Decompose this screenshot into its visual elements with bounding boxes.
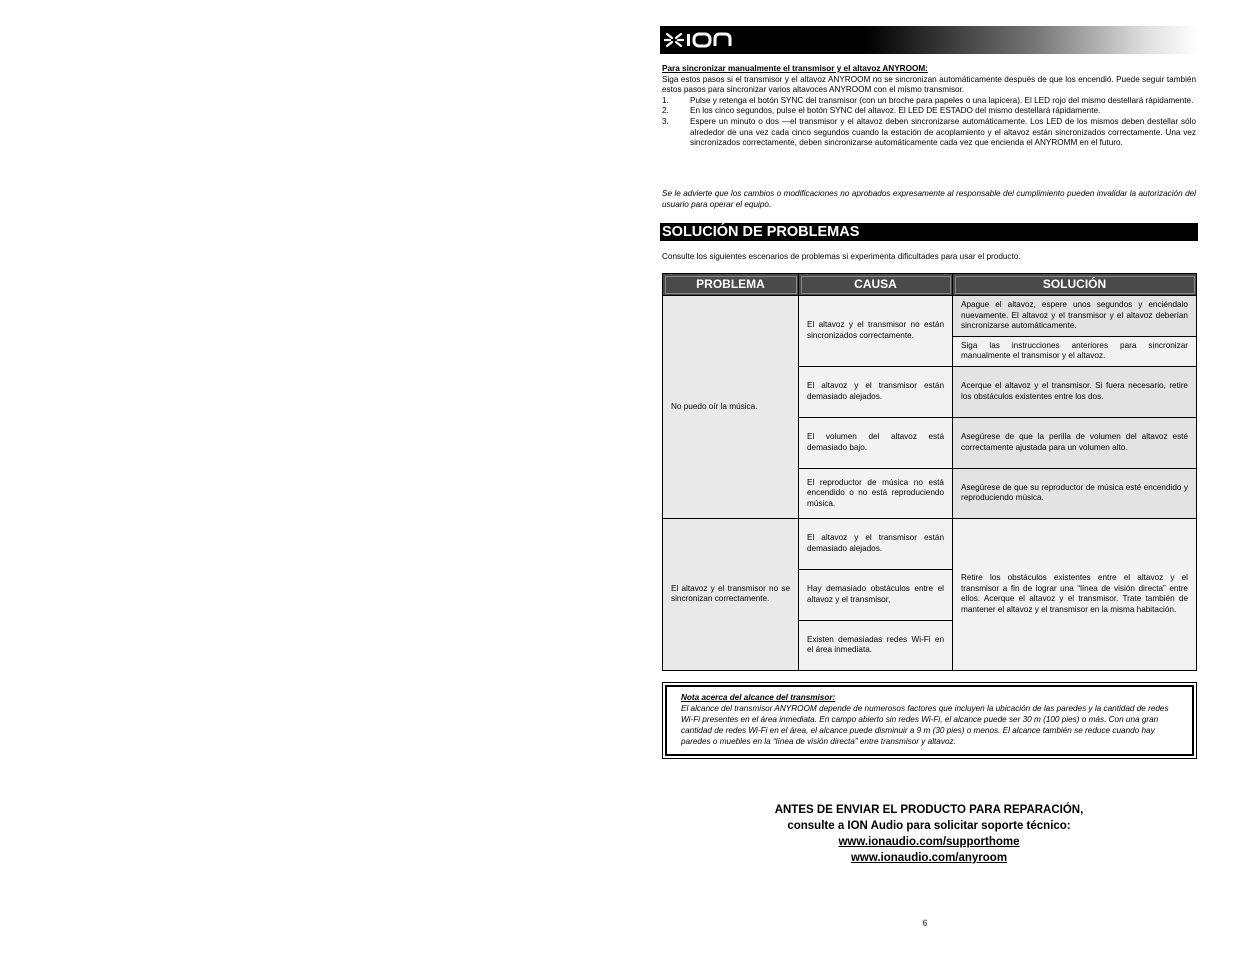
table-header-row bbox=[663, 274, 1197, 296]
solution-cell: Asegúrese de que la perilla de volumen del altavoz esté correctamente ajustada para un volumen alto. bbox=[953, 417, 1197, 468]
page-number: 6 bbox=[922, 918, 928, 928]
cause-cell: Existen demasiadas redes Wi-Fi en el área inmediata. bbox=[799, 620, 953, 670]
step-text: Espere un minuto o dos —el transmisor y el altavoz deben sincronizarse automáticamente. Los LED de los mismos deben destellar sólo alrededor de una vez cada cinco segundos cuando la estación de acoplamiento y el altavoz están sincronizados correctamente. Una vez sincronizados correctamente, deben sincronizarse automáticamente cada vez que encienda el ANYROMM en el futuro. bbox=[690, 116, 1196, 148]
table-row bbox=[663, 296, 1197, 337]
troubleshooting-table bbox=[662, 273, 1197, 671]
cause-cell: El volumen del altavoz está demasiado bajo. bbox=[799, 417, 953, 468]
brand-header-bar bbox=[660, 26, 1198, 54]
table-row bbox=[663, 518, 1197, 569]
cause-cell: El altavoz y el transmisor están demasiado alejados. bbox=[799, 518, 953, 569]
support-footer bbox=[660, 802, 1198, 866]
fcc-warning: Se le advierte que los cambios o modificaciones no aprobados expresamente al responsable del cumplimiento pueden invalidar la autorización del usuario para operar el equipo. bbox=[662, 189, 1196, 209]
note-title: Nota acerca del alcance del transmisor: bbox=[681, 693, 836, 702]
sync-step bbox=[662, 117, 1196, 149]
footer-line-2: consulte a ION Audio para solicitar soporte técnico: bbox=[787, 820, 1071, 832]
section-title: SOLUCIÓN DE PROBLEMAS bbox=[660, 223, 1198, 241]
problem-cell: El altavoz y el transmisor no se sincronizan correctamente. bbox=[663, 518, 799, 670]
range-note-inner bbox=[665, 685, 1194, 756]
manual-sync-section bbox=[662, 64, 1196, 149]
solution-cell: Asegúrese de que su reproductor de música esté encendido y reproduciendo música. bbox=[953, 468, 1197, 518]
sync-step bbox=[662, 96, 1196, 107]
footer-line-1: ANTES DE ENVIAR EL PRODUCTO PARA REPARACIÓN, bbox=[774, 804, 1084, 816]
cause-cell: El altavoz y el transmisor están demasiado alejados. bbox=[799, 366, 953, 417]
step-text: Pulse y retenga el botón SYNC del transmisor (con un broche para papeles o una lapicera). El LED rojo del mismo destellará rápidamente. bbox=[690, 95, 1194, 105]
sync-title: Para sincronizar manualmente el transmisor y el altavoz ANYROOM: bbox=[662, 64, 928, 73]
sync-intro: Siga estos pasos si el transmisor y el altavoz ANYROOM no se sincronizan automáticamente después de que los encendió. Puede seguir también estos pasos para sincronizar varios altavoces ANYROOM con el mismo transmisor. bbox=[662, 74, 1196, 95]
solution-cell: Apague el altavoz, espere unos segundos y enciéndalo nuevamente. El altavoz y el transmisor y el altavoz deberían sincronizarse automáticamente. bbox=[953, 296, 1197, 337]
step-number: 3. bbox=[662, 116, 669, 126]
cause-cell: El reproductor de música no está encendido o no está reproduciendo música. bbox=[799, 468, 953, 518]
ion-logo bbox=[664, 30, 736, 50]
cause-cell: Hay demasiado obstáculos entre el altavoz y el transmisor, bbox=[799, 569, 953, 620]
cause-cell: El altavoz y el transmisor no están sincronizados correctamente. bbox=[799, 296, 953, 367]
problem-cell: No puedo oír la música. bbox=[663, 296, 799, 519]
step-number: 2. bbox=[662, 106, 669, 116]
solution-cell: Acerque el altavoz y el transmisor. Si fuera necesario, retire los obstáculos existentes entre los dos. bbox=[953, 366, 1197, 417]
sync-step bbox=[662, 106, 1196, 117]
note-body: El alcance del transmisor ANYROOM depende de numerosos factores que incluyen la ubicación de las paredes y la cantidad de redes Wi-Fi presentes en el área inmediata. En campo abierto sin redes Wi-Fi, el alcance puede ser 30 m (100 pies) o más. Con una gran cantidad de redes Wi-Fi en el área, el alcance puede disminuir a 9 m (30 pies) o menos. El alcance también se reduce cuando hay paredes o muebles en la “línea de visión directa” entre transmisor y altavoz. bbox=[681, 704, 1169, 746]
header-solution: SOLUCIÓN bbox=[953, 274, 1197, 296]
header-cause: CAUSA bbox=[799, 274, 953, 296]
solution-cell: Retire los obstáculos existentes entre el altavoz y el transmisor a fin de lograr una “línea de visión directa” entre ellos. Acerque el altavoz y el transmisor. Trate también de mantener el altavoz y el transmisor en la misma habitación. bbox=[953, 518, 1197, 670]
anyroom-link[interactable]: www.ionaudio.com/anyroom bbox=[850, 852, 1008, 864]
range-note-box bbox=[662, 682, 1197, 759]
step-text: En los cinco segundos, pulse el botón SYNC del altavoz. El LED DE ESTADO del mismo destellará rápidamente. bbox=[690, 106, 1101, 116]
header-problem: PROBLEMA bbox=[663, 274, 799, 296]
solution-cell: Siga las instrucciones anteriores para sincronizar manualmente el transmisor y el altavoz. bbox=[953, 336, 1197, 366]
section-intro: Consulte los siguientes escenarios de problemas si experimenta dificultades para usar el producto. bbox=[662, 252, 1021, 261]
support-home-link[interactable]: www.ionaudio.com/supporthome bbox=[838, 836, 1020, 848]
step-number: 1. bbox=[662, 95, 669, 105]
